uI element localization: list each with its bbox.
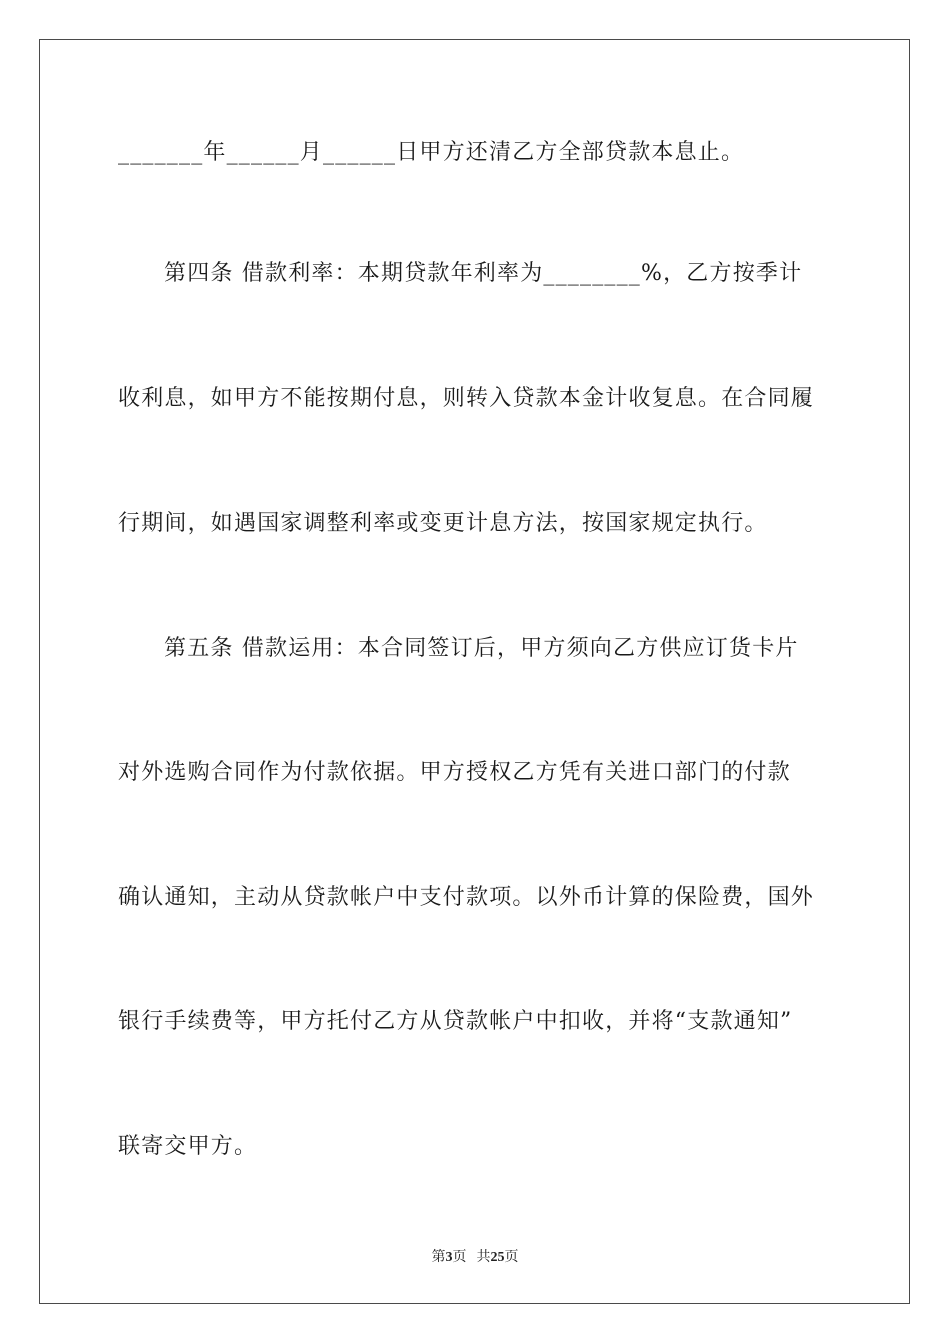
article-5-line-2: 对外选购合同作为付款依据。甲方授权乙方凭有关进口部门的付款 bbox=[118, 760, 791, 785]
article-4-line-2: 收利息，如甲方不能按期付息，则转入贷款本金计收复息。在合同履 bbox=[118, 386, 815, 411]
footer-total-suffix: 页 bbox=[504, 1250, 519, 1265]
article-5-line-3: 确认通知，主动从贷款帐户中支付款项。以外币计算的保险费，国外 bbox=[118, 885, 815, 910]
footer-page-word: 页 bbox=[452, 1250, 467, 1265]
footer-total-prefix: 共 bbox=[476, 1250, 491, 1265]
footer-prefix: 第 bbox=[431, 1250, 446, 1265]
page-footer bbox=[0, 1246, 950, 1266]
article-5-line-5: 联寄交甲方。 bbox=[118, 1134, 258, 1159]
article-4-line-1: 第四条 借款利率：本期贷款年利率为________%，乙方按季计 bbox=[164, 261, 803, 286]
footer-current-page: 3 bbox=[445, 1250, 453, 1265]
footer-total-pages: 25 bbox=[490, 1250, 505, 1265]
page-border bbox=[39, 39, 910, 1304]
paragraph-line: _______年______月______日甲方还清乙方全部贷款本息止。 bbox=[118, 140, 745, 165]
article-5-line-1: 第五条 借款运用：本合同签订后，甲方须向乙方供应订货卡片 bbox=[164, 636, 799, 661]
article-5-line-4: 银行手续费等，甲方托付乙方从贷款帐户中扣收，并将“支款通知” bbox=[118, 1009, 793, 1034]
article-4-line-3: 行期间，如遇国家调整利率或变更计息方法，按国家规定执行。 bbox=[118, 511, 768, 536]
